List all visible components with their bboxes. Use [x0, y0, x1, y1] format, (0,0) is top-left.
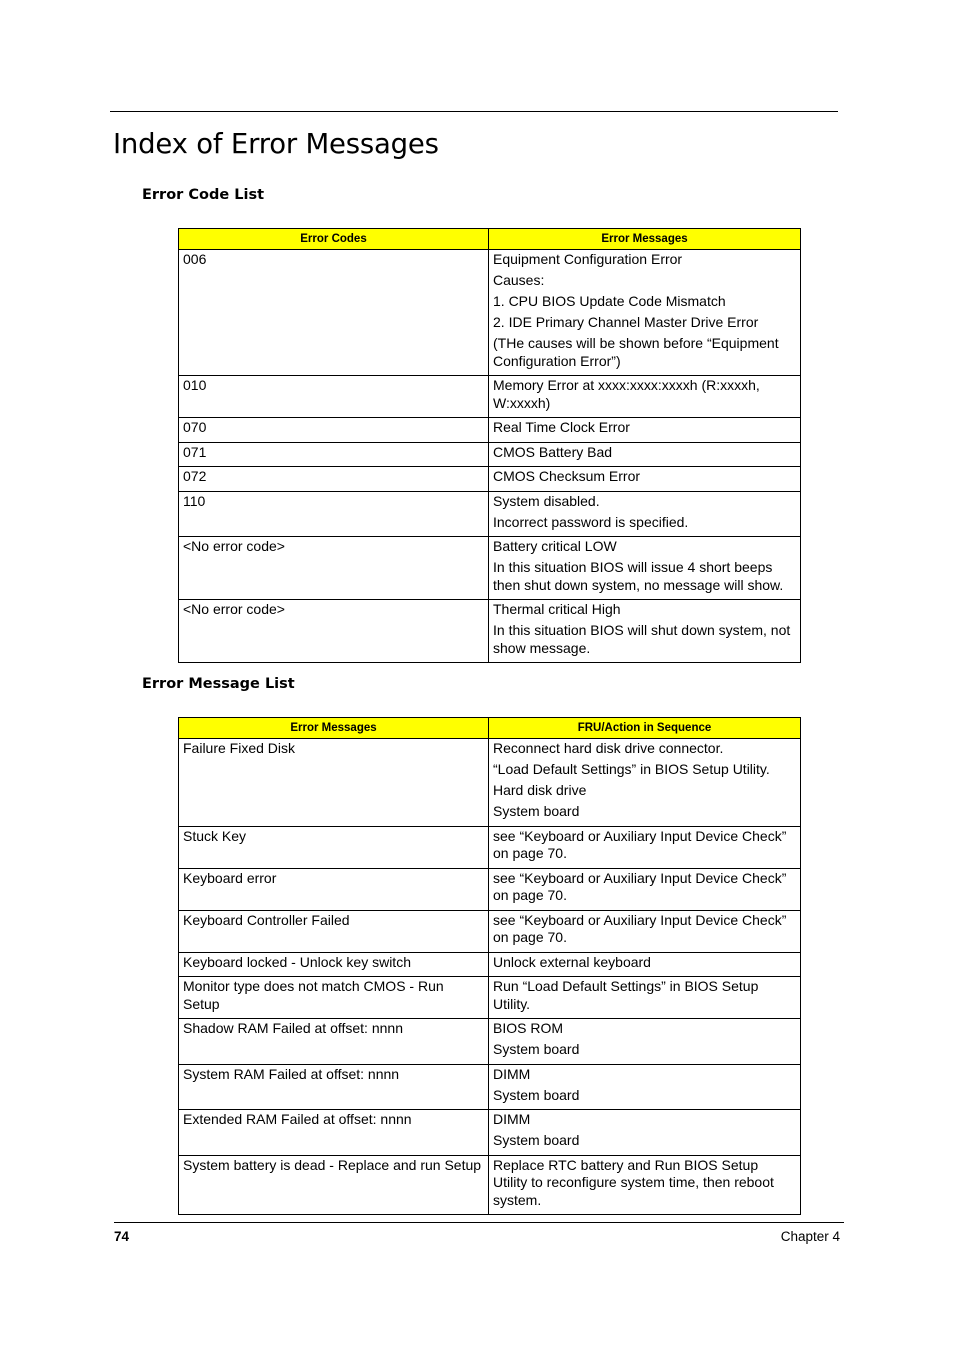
table-row — [179, 537, 801, 600]
fru-action-cell — [489, 1155, 801, 1215]
cell-line: Replace RTC battery and Run BIOS Setup Utility to reconfigure system time, then reboot system. — [493, 1156, 774, 1208]
cell-line: Unlock external keyboard — [493, 953, 651, 970]
cell-line: Battery critical LOW — [493, 538, 617, 554]
table-row — [179, 600, 801, 663]
cell-line: DIMM — [493, 1065, 531, 1082]
column-header-error-messages: Error Messages — [179, 718, 489, 739]
error-message-cell: System RAM Failed at offset: nnnn — [179, 1064, 489, 1110]
error-code-cell: <No error code> — [179, 537, 489, 600]
top-rule — [110, 111, 838, 112]
fru-action-cell — [489, 910, 801, 952]
cell-line: (THe causes will be shown before “Equipment Configuration Error”) — [493, 335, 779, 369]
table-row — [179, 977, 801, 1019]
cell-line: CMOS Checksum Error — [493, 468, 641, 484]
fru-action-cell — [489, 739, 801, 827]
table-row — [179, 442, 801, 467]
error-message-cell: Shadow RAM Failed at offset: nnnn — [179, 1019, 489, 1065]
error-message-cell — [489, 376, 801, 418]
error-code-cell: 072 — [179, 467, 489, 492]
cell-line: see “Keyboard or Auxiliary Input Device Check” on page 70. — [493, 827, 787, 861]
table-row — [179, 467, 801, 492]
table-row — [179, 868, 801, 910]
cell-line: Incorrect password is specified. — [493, 513, 689, 530]
page-title: Index of Error Messages — [113, 128, 439, 160]
cell-line: System disabled. — [493, 492, 600, 509]
error-message-cell — [489, 600, 801, 663]
error-code-cell: 070 — [179, 418, 489, 443]
table-row — [179, 1155, 801, 1215]
error-message-cell — [489, 467, 801, 492]
error-message-cell — [489, 537, 801, 600]
table-row — [179, 250, 801, 376]
cell-line: Real Time Clock Error — [493, 419, 630, 435]
error-code-cell: 006 — [179, 250, 489, 376]
table-row — [179, 739, 801, 827]
table-header-row — [179, 718, 801, 739]
table-row — [179, 826, 801, 868]
cell-line: Reconnect hard disk drive connector. — [493, 740, 724, 756]
cell-line: BIOS ROM — [493, 1020, 564, 1036]
error-code-cell: 110 — [179, 491, 489, 537]
error-message-cell — [489, 250, 801, 376]
error-code-cell: 071 — [179, 442, 489, 467]
cell-line: Run “Load Default Settings” in BIOS Setup Utility. — [493, 978, 759, 1012]
page-number: 74 — [114, 1229, 130, 1244]
fru-action-cell — [489, 1110, 801, 1156]
error-message-cell — [489, 418, 801, 443]
chapter-label: Chapter 4 — [780, 1229, 840, 1244]
cell-line: In this situation BIOS will shut down system, not show message. — [493, 622, 791, 656]
error-message-cell: Stuck Key — [179, 826, 489, 868]
cell-line: CMOS Battery Bad — [493, 443, 613, 460]
table-row — [179, 1110, 801, 1156]
cell-line: System board — [493, 1086, 580, 1103]
cell-line: see “Keyboard or Auxiliary Input Device Check” on page 70. — [493, 911, 787, 945]
fru-action-cell — [489, 826, 801, 868]
table-row — [179, 491, 801, 537]
cell-line: Causes: — [493, 272, 545, 288]
fru-action-cell — [489, 1019, 801, 1065]
cell-line: System board — [493, 1041, 580, 1057]
cell-line: Thermal critical High — [493, 601, 621, 617]
bottom-rule — [114, 1222, 844, 1223]
error-message-cell: Keyboard locked - Unlock key switch — [179, 952, 489, 977]
error-message-cell: Failure Fixed Disk — [179, 739, 489, 827]
cell-line: Memory Error at xxxx:xxxx:xxxxh (R:xxxxh, W:xxxxh) — [493, 377, 760, 411]
error-message-list-heading: Error Message List — [142, 676, 295, 692]
column-header-error-messages: Error Messages — [489, 229, 801, 250]
table-row — [179, 952, 801, 977]
error-code-list-heading: Error Code List — [142, 187, 265, 203]
error-message-cell: System battery is dead - Replace and run Setup — [179, 1155, 489, 1215]
cell-line: see “Keyboard or Auxiliary Input Device Check” on page 70. — [493, 869, 787, 903]
error-message-table — [178, 717, 801, 1215]
fru-action-cell — [489, 1064, 801, 1110]
column-header-fru-action: FRU/Action in Sequence — [489, 718, 801, 739]
error-message-cell: Keyboard error — [179, 868, 489, 910]
table-row — [179, 910, 801, 952]
error-message-cell: Extended RAM Failed at offset: nnnn — [179, 1110, 489, 1156]
cell-line: 2. IDE Primary Channel Master Drive Error — [493, 314, 759, 330]
cell-line: Equipment Configuration Error — [493, 251, 683, 267]
table-row — [179, 376, 801, 418]
cell-line: In this situation BIOS will issue 4 short beeps then shut down system, no message will show. — [493, 559, 784, 593]
error-message-cell — [489, 442, 801, 467]
column-header-error-codes: Error Codes — [179, 229, 489, 250]
cell-line: “Load Default Settings” in BIOS Setup Utility. — [493, 761, 770, 777]
error-message-cell: Monitor type does not match CMOS - Run Setup — [179, 977, 489, 1019]
error-code-cell: 010 — [179, 376, 489, 418]
table-header-row — [179, 229, 801, 250]
cell-line: Hard disk drive — [493, 782, 587, 798]
error-message-cell: Keyboard Controller Failed — [179, 910, 489, 952]
cell-line: DIMM — [493, 1111, 531, 1127]
cell-line: System board — [493, 803, 580, 819]
table-row — [179, 1064, 801, 1110]
fru-action-cell — [489, 952, 801, 977]
fru-action-cell — [489, 977, 801, 1019]
cell-line: System board — [493, 1132, 580, 1148]
fru-action-cell — [489, 868, 801, 910]
table-row — [179, 1019, 801, 1065]
error-code-cell: <No error code> — [179, 600, 489, 663]
error-message-cell — [489, 491, 801, 537]
cell-line: 1. CPU BIOS Update Code Mismatch — [493, 293, 726, 309]
table-row — [179, 418, 801, 443]
error-code-table — [178, 228, 801, 663]
